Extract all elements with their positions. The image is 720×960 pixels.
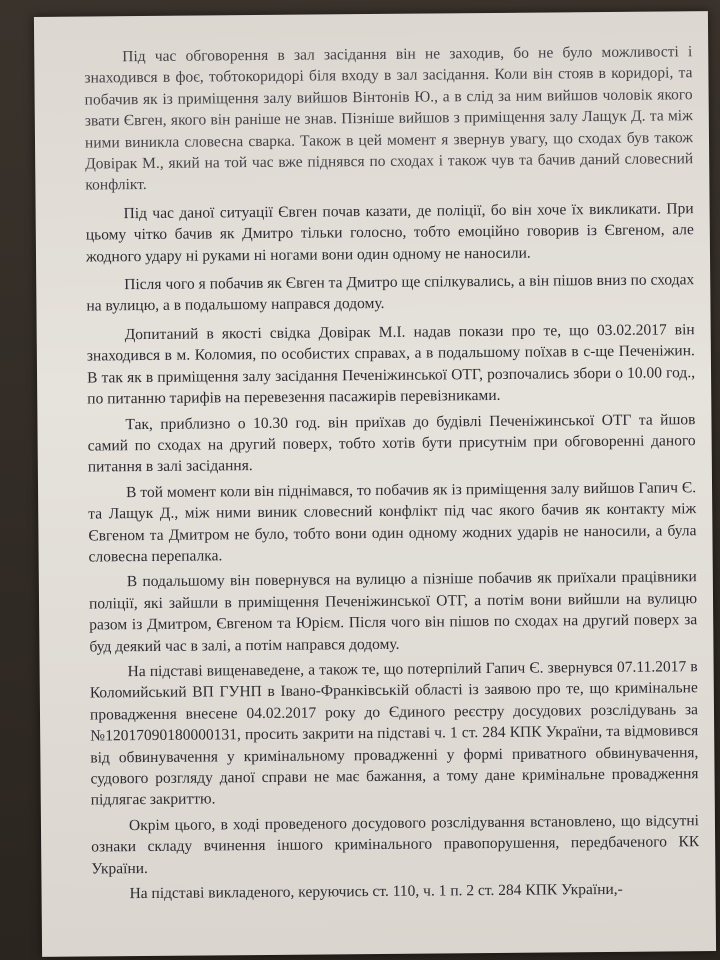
paragraph-10: На підставі викладеного, керуючись ст. 110, ч. 1 п. 2 ст. 284 КПК України,- [129, 880, 623, 903]
paragraph-5: Так, приблизно о 10.30 год. він приїхав до будівлі Печеніжинської ОТГ та йшов самий по сходах на другий поверх, тобто хотів бути присутнім при обговоренні даного питання в залі засідання. [87, 410, 696, 476]
paragraph-4: Допитаний в якості свідка Довірак М.І. надав покази про те, що 03.02.2017 він знаходився в м. Коломия, по особистих справах, а в подальшому поїхав в с-ще Печеніжин. В так як в приміщення залу засідання Печеніжинської ОТГ, розпочались збори о 10.00 год., по питанню тарифів на перевезення пасажирів перевізниками. [86, 321, 696, 408]
paragraph-1: Під час обговорення в зал засідання він не заходив, бо не було можливості і знаходився в фоє, тобтокоридорі біля входу в зал засідання. Коли він стояв в коридорі, та побачив як із приміщення залу вийшов Вінтонів Ю., а в слід за ним вийшов чоловік якого звати Євген, якого він раніше не знав. Пізніше вийшов з приміщення залу Лащук Д. та між ними виникла словесна сварка. Також в цей момент я звернув увагу, що сходах був також Довірак М., який на той час вже піднявся по сходах і також чув та бачив даний словесний конфлікт. [84, 43, 694, 194]
document-body [84, 41, 700, 909]
paragraph-6: В той момент коли він піднімався, то побачив як із приміщення залу вийшов Гапич Є. та Лащук Д., між ними виник словесний конфлікт під час якого бачив як контакту між Євгеном та Дмитром не було, тобто вони один одному жодних ударів не наносили, а була словесна перепалка. [88, 478, 697, 566]
paragraph-8: На підставі вищенаведене, а також те, що потерпілий Гапич Є. звернувся 07.11.2017 в Коломийський ВП ГУНП в Івано-Франківській області із заявою про те, що кримінальне провадження внесене 04.02.2017 року до Єдиного реєстру досудових розслідувань за №12017090180000131, просить закрити на підставі ч. 1 ст. 284 КПК України, та відмовився від обвинувачення у кримінальному провадженні у формі приватного обвинувачення, судового розгляду даної справи не має бажання, а тому дане кримінальне провадження підлягає закриттю. [89, 658, 699, 809]
paragraph-9: Окрім цього, в ході проведеного досудового розслідування встановлено, що відсутні ознаки складу вчинення іншого кримінального правопорушення, передбаченого КК України. [91, 811, 700, 878]
document-page [34, 11, 716, 957]
paragraph-2: Під час даної ситуації Євген почав казати, де поліції, бо він хоче їх викликати. При цьому чітко бачив як Дмитро тільки голосно, тобто емоційно говорив із Євгеном, але жодного удару ні руками ні ногами вони один одному не наносили. [85, 200, 694, 266]
paragraph-3: Після чого я побачив як Євген та Дмитро ще спілкувались, а він пішов вниз по сходах на вулицю, а в подальшому направся додому. [86, 271, 695, 315]
paragraph-7: В подальшому він повернувся на вулицю а пізніше побачив як приїхали працівники поліції, які зайшли в приміщення Печеніжинської ОТГ, а потім вони вийшли на вулицю разом із Дмитром, Євгеном та Юрієм. Після чого він пішов по сходах на другий поверх за буд деякий час в залі, а потім направся додому. [88, 568, 698, 656]
